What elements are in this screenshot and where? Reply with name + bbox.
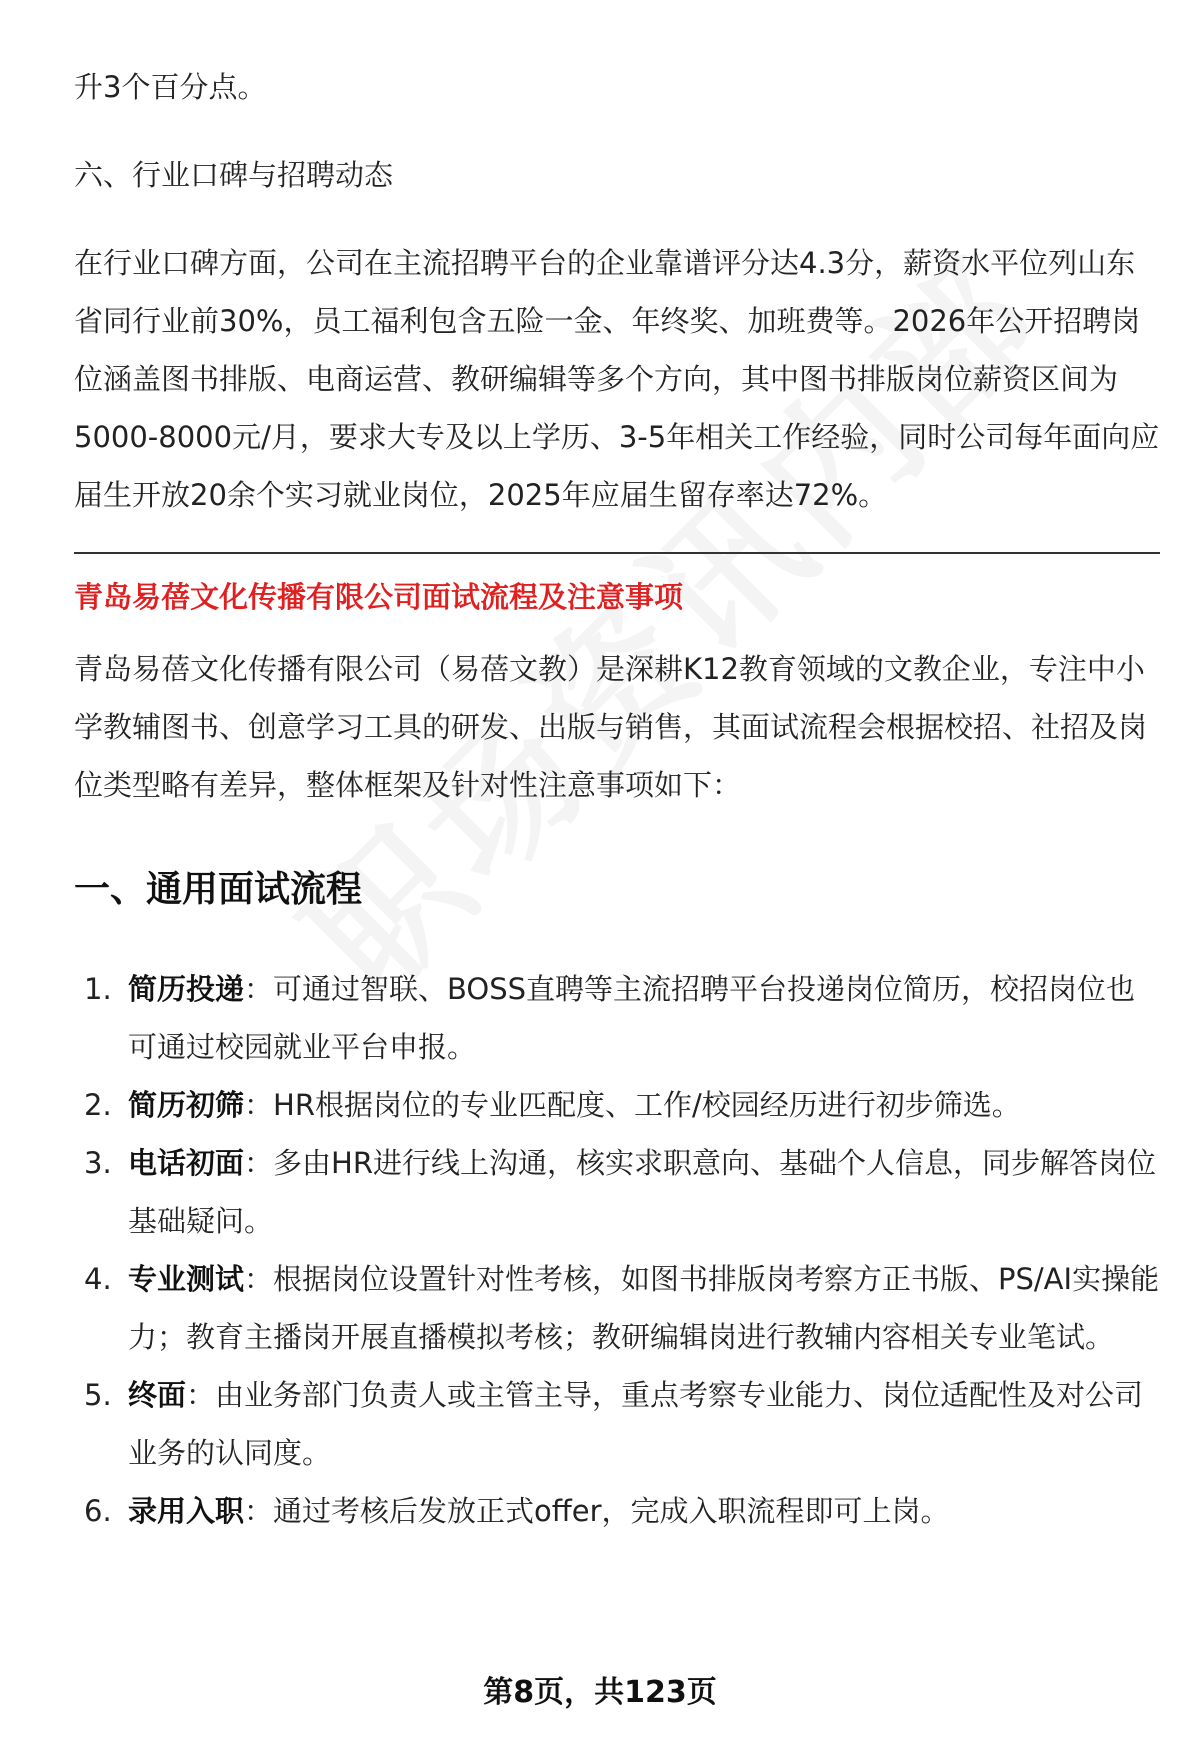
list-item — [74, 1366, 1160, 1482]
interview-steps-list — [74, 960, 1160, 1540]
step-text: ：根据岗位设置针对性考核，如图书排版岗考察方正书版、PS/AI实操能力；教育主播岗开展直播模拟考核；教研编辑岗进行教辅内容相关专业笔试。 — [128, 1262, 1160, 1354]
step-number: 1. — [84, 972, 112, 1006]
list-item — [74, 1076, 1160, 1134]
list-item — [74, 1482, 1160, 1540]
step-text: ：多由HR进行线上沟通，核实求职意向、基础个人信息，同步解答岗位基础疑问。 — [128, 1146, 1156, 1238]
step-term: 录用入职 — [128, 1494, 245, 1528]
step-text: ：由业务部门负责人或主管主导，重点考察专业能力、岗位适配性及对公司业务的认同度。 — [128, 1378, 1144, 1470]
step-text: ：可通过智联、BOSS直聘等主流招聘平台投递岗位简历，校招岗位也可通过校园就业平台申报。 — [128, 972, 1136, 1064]
step-term: 电话初面 — [128, 1146, 245, 1180]
list-item — [74, 960, 1160, 1076]
step-number: 2. — [84, 1088, 112, 1122]
step-number: 3. — [84, 1146, 112, 1180]
section6-body: 在行业口碑方面，公司在主流招聘平台的企业靠谱评分达4.3分，薪资水平位列山东省同行业前30%，员工福利包含五险一金、年终奖、加班费等。2026年公开招聘岗位涵盖图书排版、电商运营、教研编辑等多个方向，其中图书排版岗位薪资区间为5000-8000元/月，要求大专及以上学历、3-5年相关工作经验，同时公司每年面向应届生开放20余个实习就业岗位，2025年应届生留存率达72%。 — [74, 246, 1160, 512]
list-item — [74, 1250, 1160, 1366]
section6-title: 六、行业口碑与招聘动态 — [74, 158, 394, 192]
step-term: 简历投递 — [128, 972, 245, 1006]
section-divider — [74, 552, 1160, 554]
list-item — [74, 1134, 1160, 1250]
step-term: 专业测试 — [128, 1262, 245, 1296]
article-title: 青岛易蓓文化传播有限公司面试流程及注意事项 — [74, 580, 684, 614]
step-term: 终面 — [128, 1378, 187, 1412]
step-term: 简历初筛 — [128, 1088, 245, 1122]
step-number: 4. — [84, 1262, 112, 1296]
step-text: ：HR根据岗位的专业匹配度、工作/校园经历进行初步筛选。 — [244, 1088, 1021, 1122]
page-number: 第8页，共123页 — [483, 1675, 717, 1710]
step-number: 5. — [84, 1378, 112, 1412]
step-number: 6. — [84, 1494, 112, 1528]
article-intro: 青岛易蓓文化传播有限公司（易蓓文教）是深耕K12教育领域的文教企业，专注中小学教辅图书、创意学习工具的研发、出版与销售，其面试流程会根据校招、社招及岗位类型略有差异，整体框架及针对性注意事项如下： — [74, 652, 1148, 802]
document-body — [74, 58, 1160, 1540]
section1-title: 一、通用面试流程 — [74, 869, 363, 910]
step-text: ：通过考核后发放正式offer，完成入职流程即可上岗。 — [244, 1494, 950, 1528]
intro-fragment: 升3个百分点。 — [74, 70, 267, 104]
